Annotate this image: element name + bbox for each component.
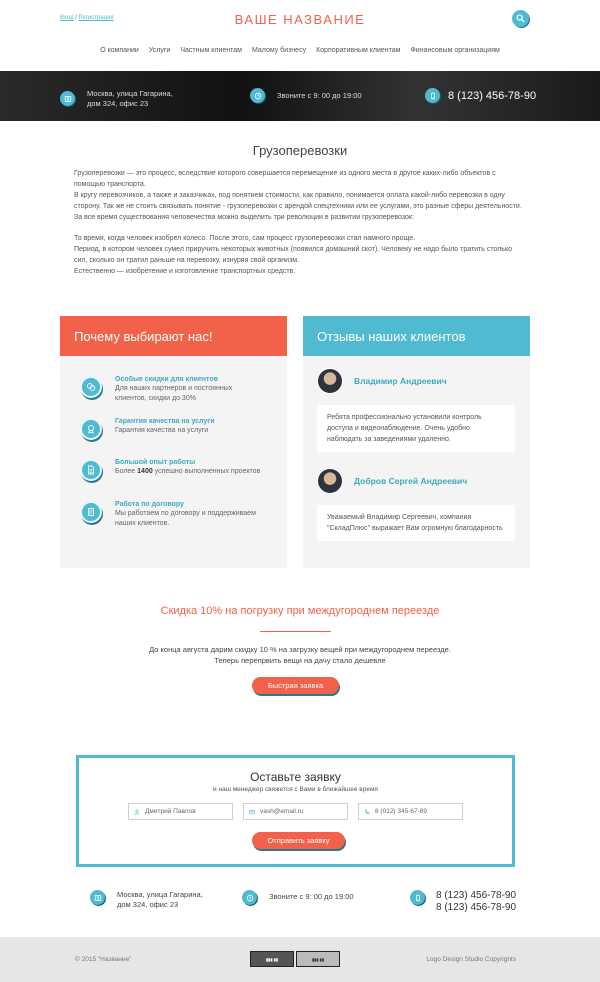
email-field[interactable] (243, 803, 348, 820)
user-icon (134, 809, 140, 815)
clock-icon (250, 88, 265, 103)
feature-item (80, 418, 265, 440)
phone-icon (364, 809, 370, 815)
promo-text (0, 644, 600, 666)
medal-icon (80, 418, 102, 440)
feature-title[interactable]: Особые скидки для клиентов (115, 376, 218, 383)
promo-line-1: До конца августа дарим скидку 10 % на загрузку вещей при междугороднем переезде. (149, 645, 451, 654)
phone-field[interactable] (358, 803, 463, 820)
mail-icon (249, 809, 255, 815)
article-body (74, 169, 526, 278)
review-text: Ребята профессионально установили контроль доступа и видеонаблюдение. Очень удобно наблюдать за заведениями удаленно. (317, 405, 515, 452)
form-subtitle: и наш менеджер свяжется с Вами в ближайшее время (213, 786, 378, 793)
nav-item-about[interactable]: О компании (100, 47, 139, 54)
rambler-counter-badge[interactable]: ▮▮▮ ▮▮ (250, 951, 294, 967)
document-icon (80, 459, 102, 481)
feature-title[interactable]: Работа по договору (115, 501, 184, 508)
nav-item-small-business[interactable]: Малому бизнесу (251, 47, 307, 54)
main-nav (0, 47, 600, 54)
bottom-phone-1[interactable]: 8 (123) 456-78-90 (436, 890, 517, 901)
request-form (76, 755, 515, 867)
band-phone (425, 88, 536, 103)
feature-desc: Гарантия качества на услуги (115, 427, 209, 434)
bottom-phones (410, 888, 516, 914)
article-paragraph: То время, когда человек изобрел колесо. После этого, сам процесс грузоперевозки стал намного проще. (74, 235, 416, 243)
nav-item-private[interactable]: Частным клиентам (180, 47, 242, 54)
header (0, 0, 600, 40)
bottom-hours-text: Звоните с 9: 00 до 19:00 (269, 892, 354, 901)
article-paragraph: Грузоперевозки — это процесс, вследствие которого совершается перемещение из одного места в другое каких-либо объектов с помощью транспорта. (74, 170, 496, 188)
register-link[interactable]: Регистрация (78, 15, 114, 21)
phone-icon (425, 88, 440, 103)
map-icon (60, 91, 75, 106)
clock-icon (242, 890, 257, 905)
band-hours-text: Звоните с 9: 00 до 19:00 (277, 90, 362, 100)
phone-icon (410, 890, 425, 905)
login-link[interactable]: Вход (60, 15, 74, 21)
bottom-address (90, 888, 203, 910)
feature-title[interactable]: Гарантия качества на услуги (115, 418, 215, 425)
email-field-placeholder: vash@email.ru (260, 808, 304, 815)
feature-desc-count: 1400 (137, 468, 153, 475)
nav-item-corporate[interactable]: Корпоративным клиентам (316, 47, 401, 54)
contact-band (0, 71, 600, 121)
design-credit[interactable]: Logo Design Studio Copyrights (426, 956, 516, 963)
discount-icon (80, 376, 102, 398)
search-icon (516, 14, 525, 23)
band-address-line1: Москва, улица Гагарина, (87, 89, 173, 98)
avatar (317, 368, 343, 394)
promo-divider (260, 631, 331, 632)
feature-item (80, 501, 265, 528)
avatar (317, 468, 343, 494)
promo-line-2: Теперь перепрвить вещи на дачу стало дешевле (214, 656, 386, 665)
review-text: Уважаемый Владимир Сергеевич, компания "СкладПлюс" выражает Вам огромную благодарность (317, 505, 515, 541)
name-field-placeholder: Дмитрий Павлов (145, 808, 196, 815)
rambler-counter-badge[interactable]: ▮▮▮ ▮▮ (296, 951, 340, 967)
footer (0, 937, 600, 982)
review-author (317, 368, 447, 394)
band-address (60, 88, 173, 109)
form-title: Оставьте заявку (250, 770, 341, 784)
feature-desc-prefix: Более (115, 468, 138, 475)
feature-title[interactable]: Большой опыт работы (115, 459, 196, 466)
article-paragraph: В кругу перевозчиков, а также и заказчиках, под понятием стоимости, как правило, понимается оплата какой-либо перевозки в одну сторону. Так же не стоить связывать понятие - грузоперевозки с арендой спецтехники или ее услугами, это разные сферы деятельности. (74, 191, 522, 210)
bottom-address-line1: Москва, улица Гагарина, (117, 890, 203, 899)
band-hours (250, 88, 362, 103)
quick-request-button[interactable]: Быстрая заявка (252, 677, 339, 694)
why-us-panel (60, 316, 287, 568)
contract-icon (80, 501, 102, 523)
feature-desc (115, 467, 265, 477)
review-author-name: Владимир Андреевич (354, 376, 447, 386)
bottom-phone-2[interactable]: 8 (123) 456-78-90 (436, 902, 517, 913)
feature-desc-suffix: успешно выполненных проектов (152, 468, 261, 475)
feature-desc: Мы работаем по договору и поддерживаем наших клиентов. (115, 510, 256, 527)
band-address-line2: дом 324, офис 23 (87, 99, 149, 108)
article-title: Грузоперевозки (252, 143, 348, 158)
submit-request-button[interactable]: Отправить заявку (252, 832, 345, 849)
nav-item-services[interactable]: Услуги (148, 47, 171, 54)
feature-item (80, 459, 265, 481)
nav-item-financial[interactable]: Финансовым организациям (410, 47, 500, 54)
review-author (317, 468, 467, 494)
why-us-title: Почему выбирают нас! (60, 316, 287, 356)
auth-separator: / (75, 15, 77, 21)
bottom-address-line2: дом 324, офис 23 (117, 900, 179, 909)
reviews-title: Отзывы наших клиентов (303, 316, 530, 356)
bottom-hours (242, 888, 354, 905)
feature-desc: Для наших партнеров и постоянных клиентов, скидки до 30% (115, 385, 233, 402)
copyright: © 2015 "Название" (75, 956, 132, 963)
article-paragraph: Период, в котором человек сумел приручить некоторых животных (появился домашний скот). Человеку не надо было тратить столько сил, сколько он тратил раньше на перевозку, изнуряя свой организм. (74, 246, 512, 265)
map-icon (90, 890, 105, 905)
feature-item (80, 376, 265, 403)
reviews-panel (303, 316, 530, 568)
name-field[interactable] (128, 803, 233, 820)
band-phone-number[interactable]: 8 (123) 456-78-90 (448, 89, 537, 102)
review-author-name: Добров Сергей Андреевич (354, 476, 468, 486)
article-paragraph: Естественно — изобретение и изготовление транспортных средств. (74, 268, 296, 276)
promo-title: Скидка 10% на погрузку при междугороднем переезде (160, 605, 440, 617)
search-button[interactable] (512, 10, 529, 27)
article-paragraph: За все время существования человечества можно выделить три революции в развитии грузоперевозок: (74, 213, 414, 221)
phone-field-placeholder: 8 (012) 345-67-89 (375, 808, 428, 815)
rating-counters (250, 951, 340, 967)
brand-title[interactable]: ВАШЕ НАЗВАНИЕ (234, 12, 366, 27)
